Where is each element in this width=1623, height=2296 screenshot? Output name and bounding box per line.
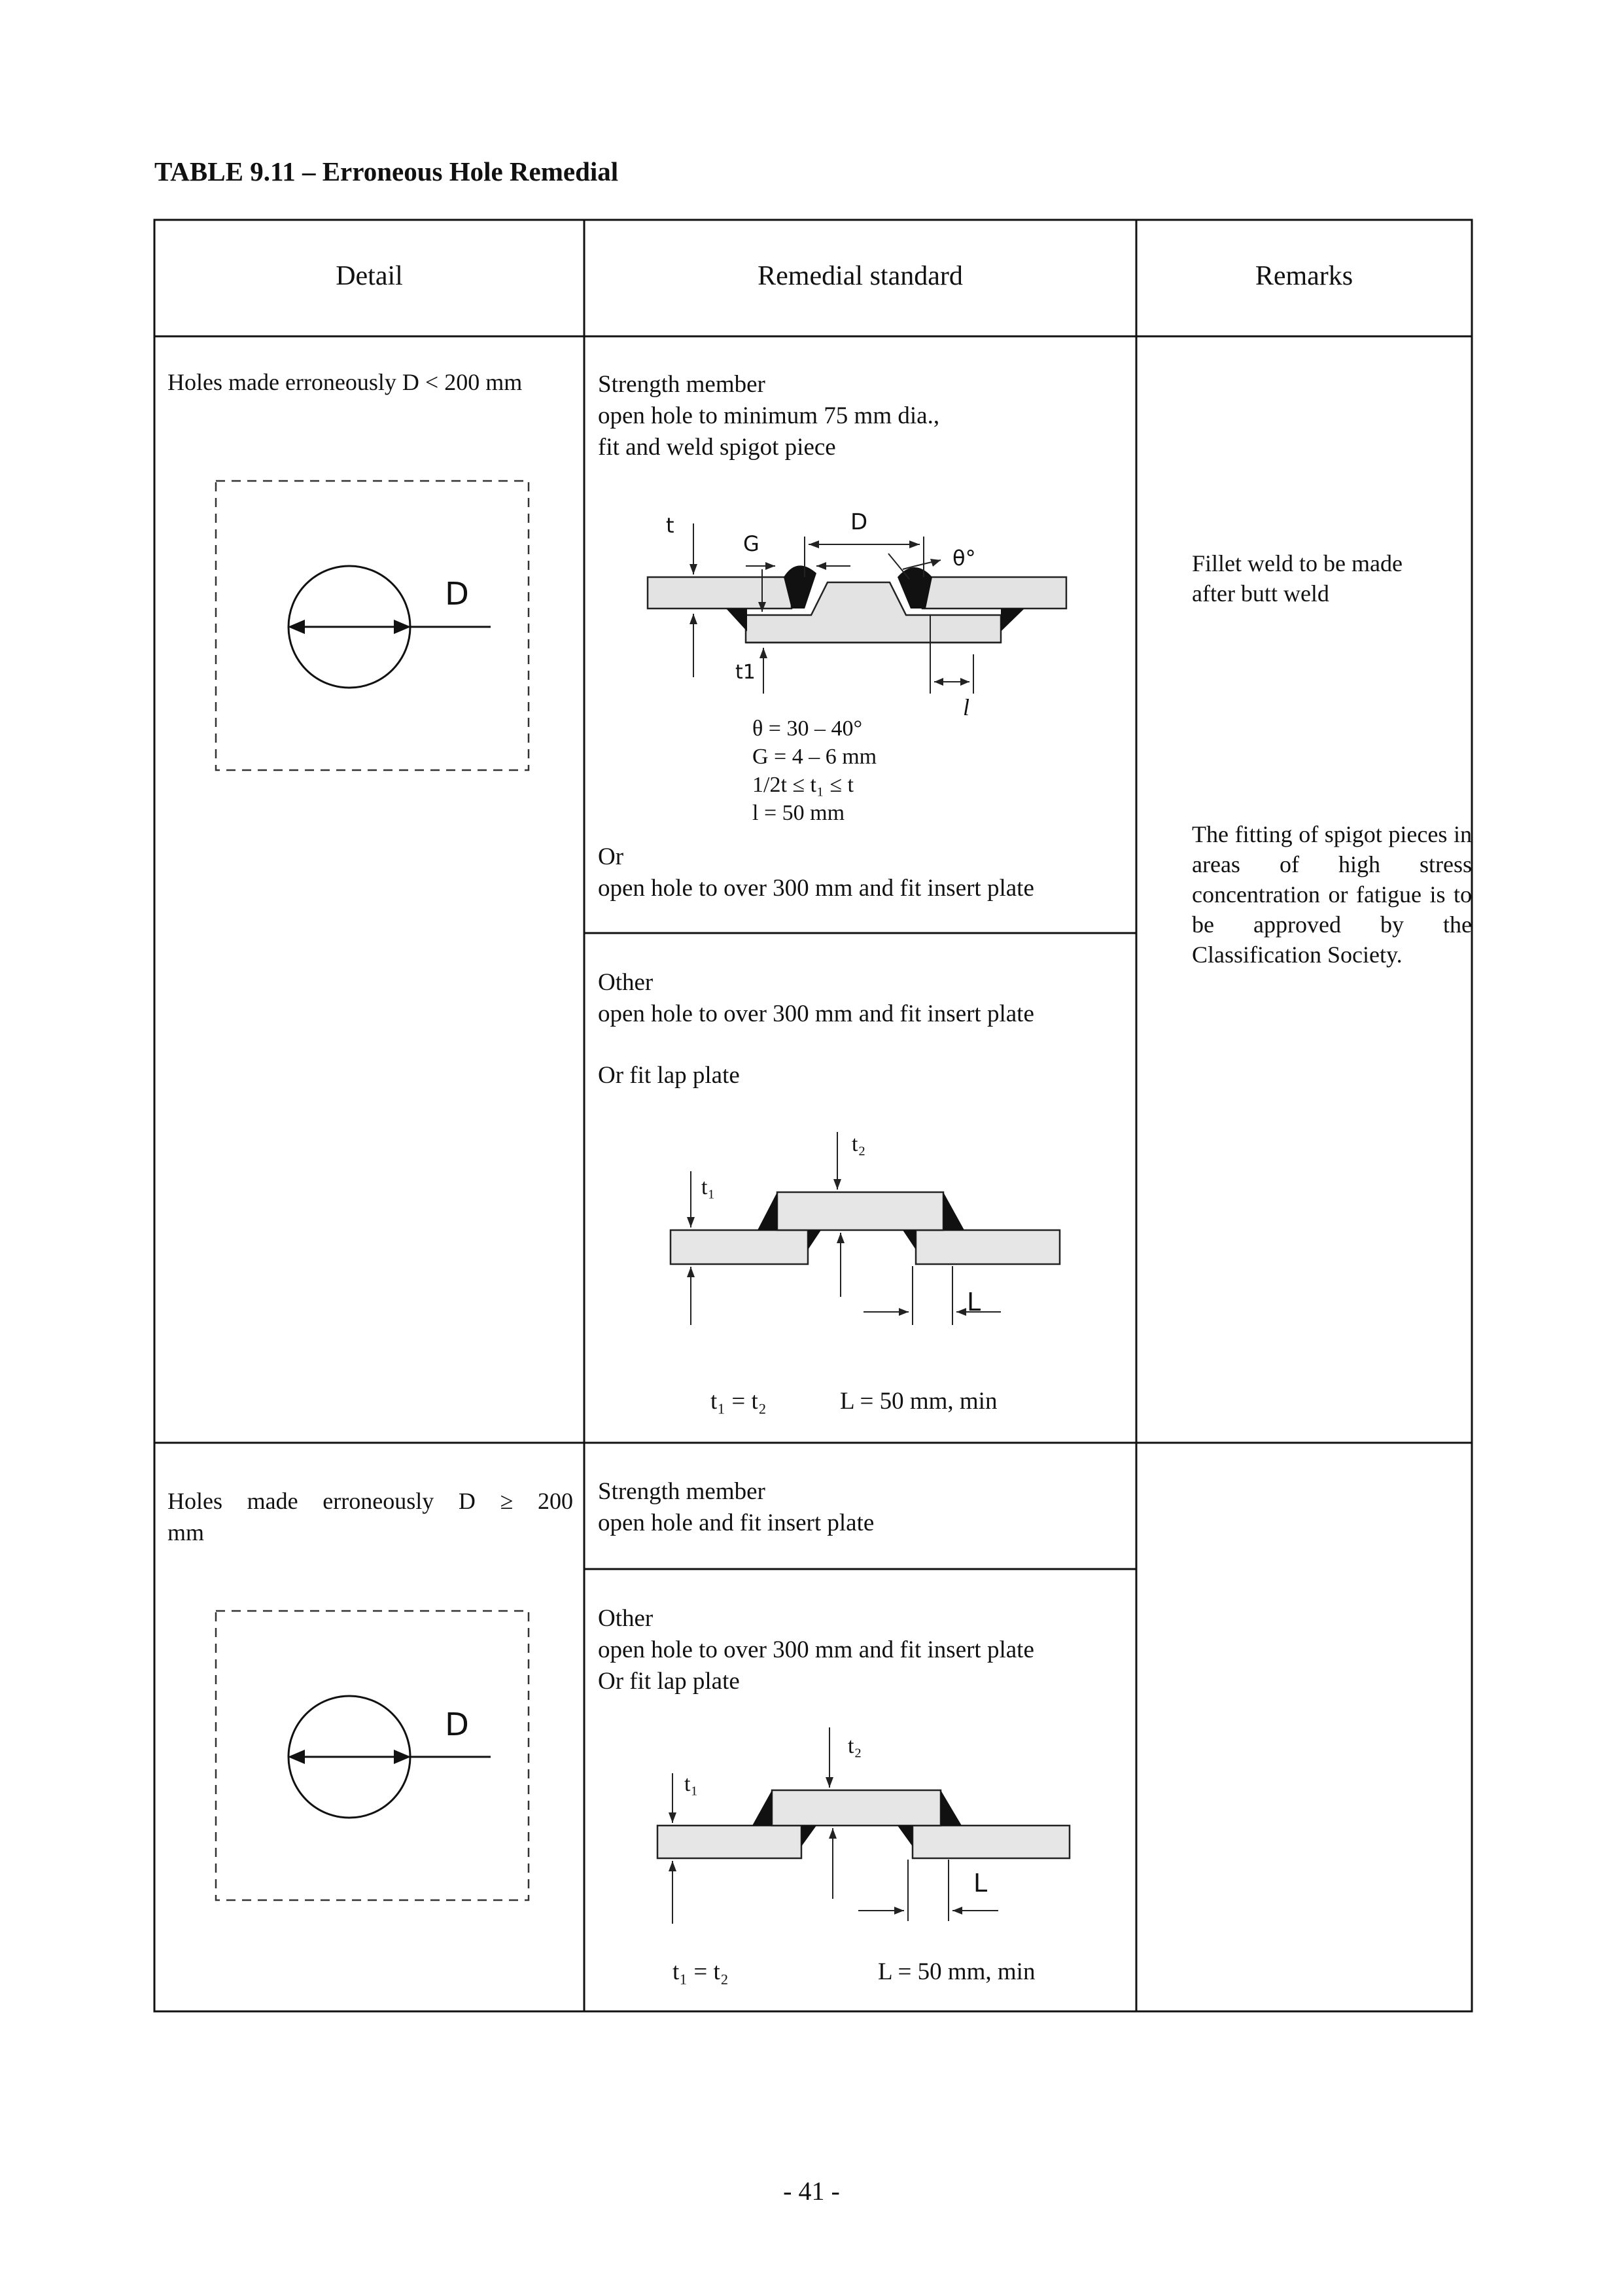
- table-title: TABLE 9.11 – Erroneous Hole Remedial: [154, 156, 619, 186]
- row1-strength-line2: fit and weld spigot piece: [598, 434, 836, 461]
- row1-hole-diagram: [209, 474, 536, 775]
- row1-strength-or: Or: [598, 843, 624, 870]
- header-remarks: Remarks: [1255, 261, 1353, 291]
- spigot-label-t: t: [666, 513, 674, 538]
- row1-lap-eq1: t₁ = t₂: [710, 1388, 767, 1415]
- spigot-label-d: D: [850, 509, 868, 535]
- header-remedial-standard: Remedial standard: [758, 261, 963, 291]
- row2-detail-text-line1: Holes made erroneously D ≥ 200: [167, 1488, 573, 1514]
- row2-strength-heading: Strength member: [598, 1478, 765, 1505]
- row1-strength-heading: Strength member: [598, 371, 765, 398]
- row2-detail-text-line2: mm: [167, 1519, 205, 1545]
- row1-remark-spigot: The fitting of spigot pieces in areas of high stress concentration or fatigue is to be approved by the Classification Society.: [1192, 821, 1472, 968]
- row2-lap-eq1: t₁ = t₂: [672, 1958, 729, 1985]
- row1-diagram-label-d: D: [445, 576, 469, 612]
- row1-detail-text: Holes made erroneously D < 200 mm: [167, 369, 523, 395]
- row2-lap-label-l: L: [973, 1869, 988, 1898]
- param-theta: θ = 30 – 40°: [752, 716, 863, 741]
- row1-lap-label-l: L: [967, 1288, 981, 1316]
- row1-strength-or-text: open hole to over 300 mm and fit insert plate: [598, 875, 1034, 902]
- row1-strength-line1: open hole to minimum 75 mm dia.,: [598, 402, 940, 429]
- spigot-label-l: l: [963, 694, 970, 720]
- row1-other-line1: open hole to over 300 mm and fit insert plate: [598, 1000, 1034, 1027]
- spigot-label-t1: t1: [735, 661, 756, 684]
- row2-other-heading: Other: [598, 1605, 654, 1632]
- row1-other-heading: Other: [598, 969, 654, 996]
- spigot-weld-figure: [628, 504, 1099, 726]
- row1-lap-plate-figure: [661, 1125, 1079, 1348]
- param-length: l = 50 mm: [752, 801, 845, 825]
- row2-diagram-label-d: D: [445, 1706, 469, 1743]
- param-gap: G = 4 – 6 mm: [752, 745, 877, 769]
- page-number: - 41 -: [783, 2176, 840, 2206]
- row2-other-line2: Or fit lap plate: [598, 1668, 740, 1695]
- header-detail: Detail: [336, 261, 403, 291]
- row2-strength-line1: open hole and fit insert plate: [598, 1510, 875, 1536]
- row1-remark-fillet: Fillet weld to be made after butt weld: [1192, 550, 1403, 607]
- row1-other-line2: Or fit lap plate: [598, 1062, 740, 1089]
- spigot-label-theta: θ°: [952, 546, 976, 571]
- row2-other-line1: open hole to over 300 mm and fit insert plate: [598, 1636, 1034, 1663]
- param-thickness: 1/2t ≤ t₁ ≤ t: [752, 773, 854, 797]
- row1-lap-label-t2: t₂: [852, 1132, 866, 1156]
- row2-hole-diagram: [209, 1604, 536, 1905]
- row1-lap-label-t1: t₁: [701, 1175, 716, 1199]
- row2-lap-label-t1: t₁: [684, 1772, 699, 1796]
- spigot-label-g: G: [743, 531, 759, 556]
- row2-lap-label-t2: t₂: [848, 1734, 862, 1758]
- row1-lap-eq2: L = 50 mm, min: [840, 1388, 998, 1415]
- row2-lap-eq2: L = 50 mm, min: [878, 1958, 1036, 1985]
- row2-lap-plate-figure: [648, 1727, 1092, 1937]
